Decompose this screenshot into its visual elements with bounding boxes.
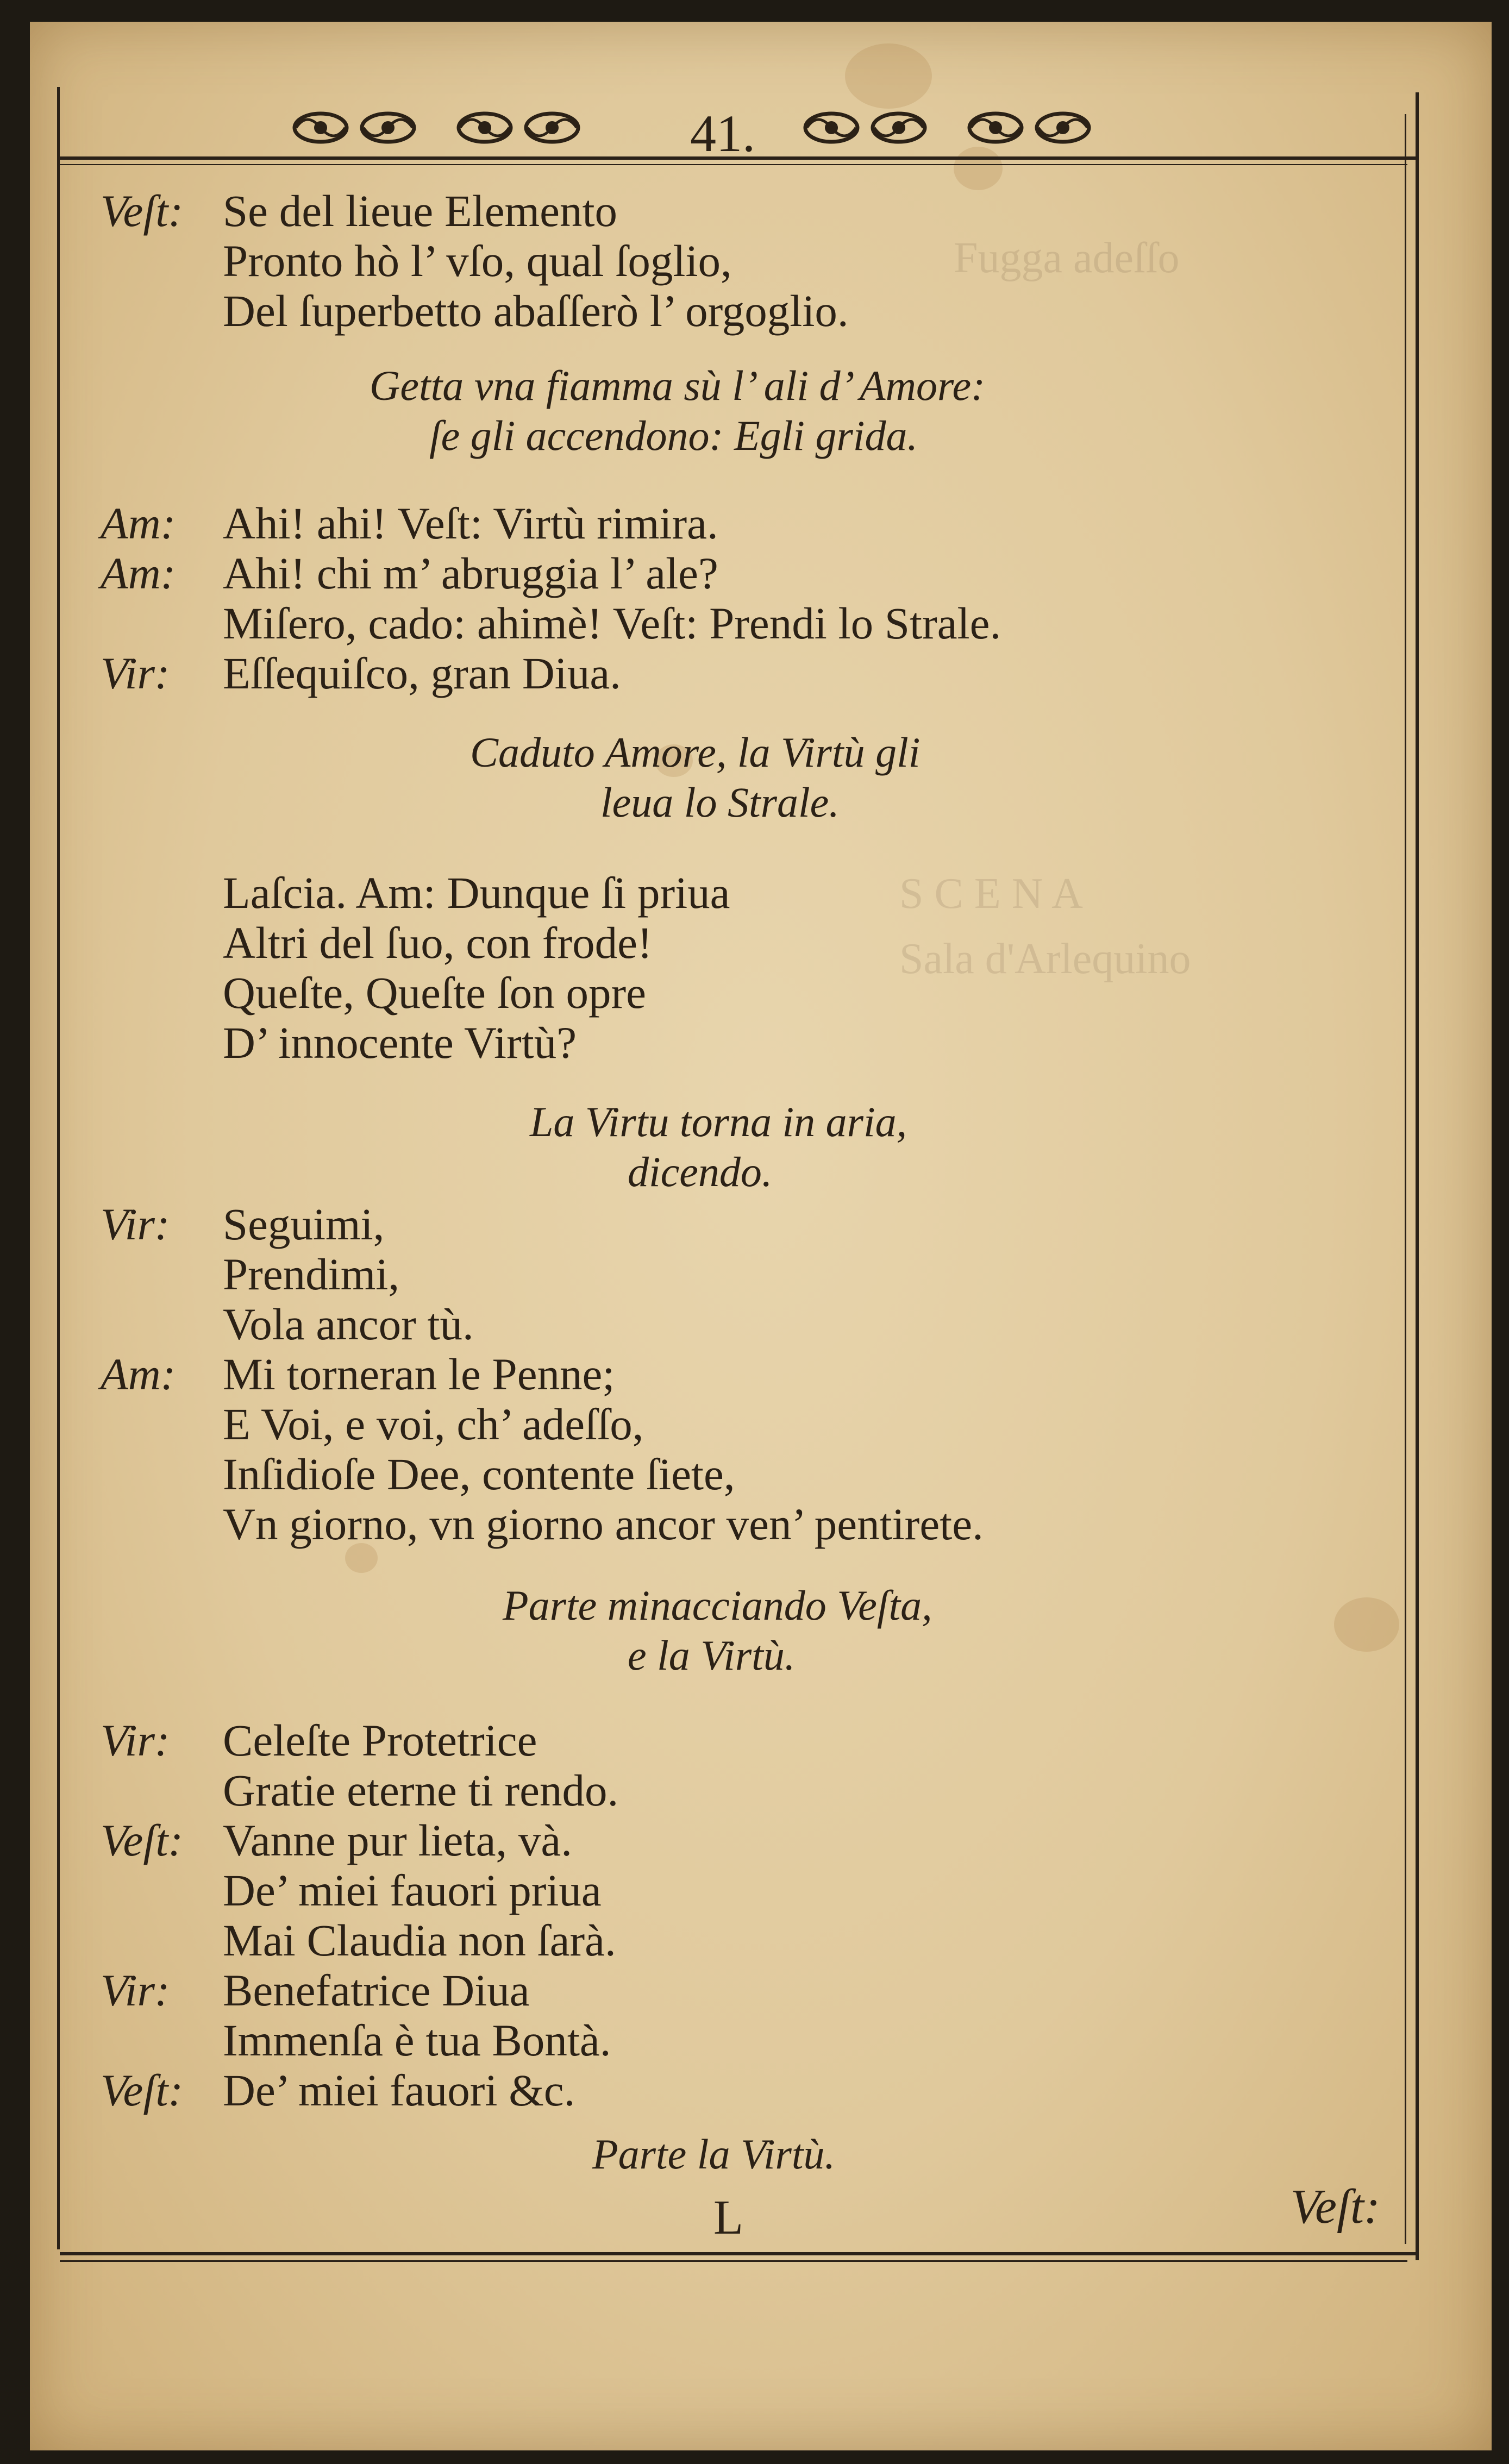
page-number: 41. [690,104,755,162]
verse-line: Benefatrice Diua [223,1965,530,2015]
stage-direction: e la Virtù. [628,1632,796,1679]
speaker-label: Veſt: [101,2065,184,2115]
left-rule [57,87,60,2249]
stain [845,43,932,109]
book-page [30,22,1492,2450]
verse-line: E Voi, e voi, ch’ adeſſo, [223,1399,644,1449]
stage-direction: Parte la Virtù. [592,2130,836,2178]
header-ornament-right [802,106,1093,149]
verse-line: Inſidioſe Dee, contente ſiete, [223,1449,735,1499]
speaker-label: Veſt: [101,186,184,236]
verse-line: Mai Claudia non ſarà. [223,1915,616,1965]
show-through-text: S C E N A [899,870,1083,918]
floral-ornament-icon [455,109,515,147]
verse-line: Immenſa è tua Bontà. [223,2015,611,2065]
verse-line: Vola ancor tù. [223,1299,474,1349]
catchword: Veſt: [1291,2180,1380,2234]
show-through-text: Sala d'Arlequino [899,935,1191,983]
verse-line: Vanne pur lieta, và. [223,1815,573,1865]
floral-ornament-icon [522,109,582,147]
stain [1334,1597,1399,1652]
floral-ornament-icon [291,109,350,147]
stage-direction: Getta vna fiamma sù l’ ali d’ Amore: [370,362,986,409]
verse-line: Del ſuperbetto abaſſerò l’ orgoglio. [223,286,849,336]
speaker-label: Vir: [101,648,170,698]
speaker-label: Am: [101,548,176,598]
stage-direction: La Virtu torna in aria, [530,1098,907,1145]
verse-line: Mi torneran le Penne; [223,1349,615,1399]
verse-line: Ahi! chi m’ abruggia l’ ale? [223,548,718,598]
verse-line: Prendimi, [223,1249,400,1299]
verse-line: Gratie eterne ti rendo. [223,1765,619,1815]
speaker-label: Vir: [101,1965,170,2015]
floral-ornament-icon [966,109,1025,147]
stain [954,147,1003,190]
stage-direction: leua lo Strale. [600,779,840,826]
verse-line: Celeſte Protetrice [223,1715,537,1765]
speaker-label: Veſt: [101,1815,184,1865]
stage-direction: Caduto Amore, la Virtù gli [470,729,921,776]
floral-ornament-icon [358,109,418,147]
verse-line: Ahi! ahi! Veſt: Virtù rimira. [223,498,718,548]
verse-line: Pronto hò l’ vſo, qual ſoglio, [223,236,732,286]
stage-direction: ſe gli accendono: Egli grida. [429,412,918,459]
verse-line: Seguimi, [223,1199,385,1249]
floral-ornament-icon [1033,109,1093,147]
top-rule-thin [60,164,1407,165]
floral-ornament-icon [869,109,929,147]
verse-line: Eſſequiſco, gran Diua. [223,648,621,698]
floral-ornament-icon [802,109,861,147]
speaker-label: Vir: [101,1715,170,1765]
right-rule-outer [1416,92,1419,2260]
verse-line: Queſte, Queſte ſon opre [223,968,647,1018]
verse-line: Vn giorno, vn giorno ancor ven’ pentirete. [223,1499,984,1549]
stage-direction: Parte minacciando Veſta, [503,1582,932,1629]
bottom-rule [60,2252,1418,2255]
verse-line: Altri del ſuo, con frode! [223,918,653,968]
show-through-text: Fugga adeſſo [954,234,1180,282]
verse-line: Laſcia. Am: Dunque ſi priua [223,868,730,918]
verse-line: De’ miei fauori priua [223,1865,602,1915]
verse-line: Se del lieue Elemento [223,186,618,236]
header-ornament-left [291,106,582,149]
speaker-label: Am: [101,498,176,548]
speaker-label: Am: [101,1349,176,1399]
stage-direction: dicendo. [628,1148,773,1195]
bottom-rule-thin [60,2260,1407,2262]
verse-line: D’ innocente Virtù? [223,1018,577,1068]
signature-mark: L [713,2191,743,2244]
right-rule-inner [1405,114,1406,2244]
verse-line: Miſero, cado: ahimè! Veſt: Prendi lo Strale. [223,598,1001,648]
speaker-label: Vir: [101,1199,170,1249]
verse-line: De’ miei fauori &c. [223,2065,575,2115]
